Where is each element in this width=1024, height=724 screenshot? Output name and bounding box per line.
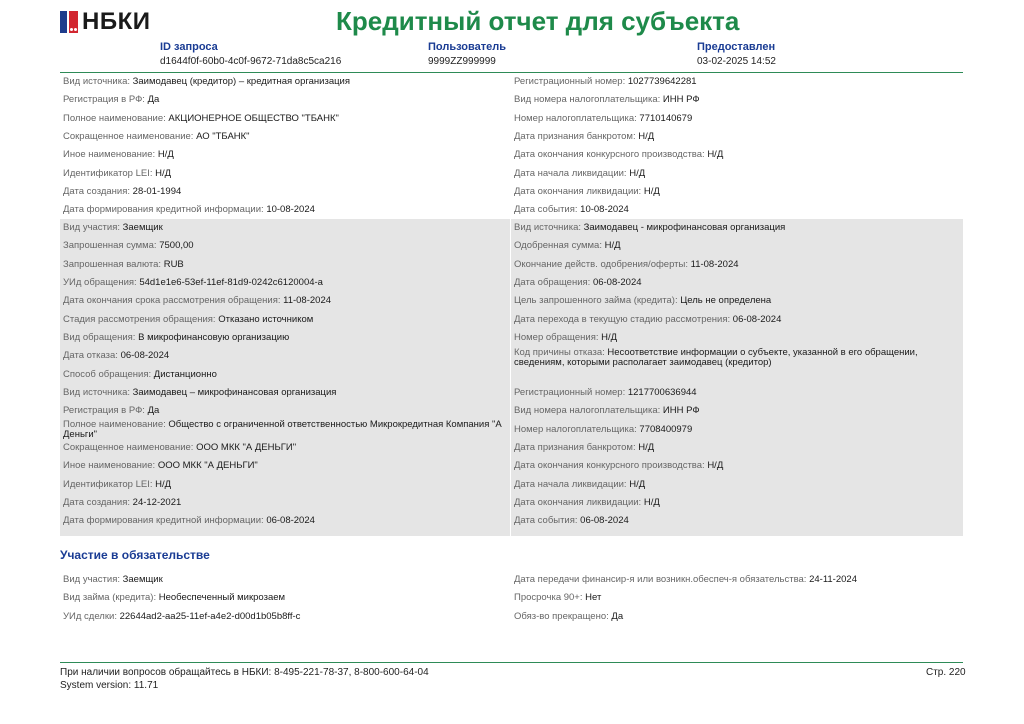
obligation-title: Участие в обязательстве: [60, 548, 210, 562]
field-value: Заемщик: [122, 222, 163, 234]
source1-left: [60, 73, 510, 219]
field-label: Полное наименование:: [63, 418, 166, 430]
field-label: Дата формирования кредитной информации:: [63, 204, 264, 216]
field-row: [60, 439, 510, 457]
field-label: Дата отказа:: [63, 350, 118, 362]
field-row: [511, 237, 963, 255]
field-value: ИНН РФ: [662, 405, 700, 417]
field-row: [60, 128, 510, 146]
field-label: Код причины отказа:: [514, 347, 605, 359]
source2-left: [60, 384, 511, 536]
obligation-right: [511, 571, 963, 626]
field-value: RUB: [163, 258, 184, 270]
field-value: Дистанционно: [153, 368, 217, 380]
field-label: УИд сделки:: [63, 610, 117, 622]
source2-right: [511, 384, 963, 530]
field-value: Необеспеченный микрозаем: [158, 592, 286, 604]
application-right: [511, 219, 963, 369]
field-row: [60, 418, 510, 440]
field-value: 11-08-2024: [283, 295, 332, 307]
field-label: Дата создания:: [63, 185, 131, 197]
field-value: Заимодавец – микрофинансовая организация: [132, 387, 337, 399]
field-label: Дата обращения:: [514, 277, 591, 289]
field-row: [60, 274, 510, 292]
field-value: ООО МКК "А ДЕНЬГИ": [157, 460, 258, 472]
field-label: Дата окончания срока рассмотрения обращения:: [63, 295, 281, 307]
field-label: Окончание действ. одобрения/оферты:: [514, 258, 688, 270]
field-value: 10-08-2024: [266, 204, 315, 216]
field-label: Запрошенная валюта:: [63, 258, 162, 270]
field-label: Дата перехода в текущую стадию рассмотрения:: [514, 313, 731, 325]
field-value: 10-08-2024: [580, 204, 629, 216]
field-row: [511, 589, 963, 607]
field-value: 1217700636944: [627, 387, 697, 399]
field-label: Вид источника:: [514, 222, 581, 234]
footer-divider: [60, 662, 963, 663]
field-value: 06-08-2024: [580, 515, 629, 527]
field-value: Общество с ограниченной ответственностью Микрокредитная Компания "А Деньги": [63, 418, 502, 440]
field-row: [60, 183, 510, 201]
field-label: Вид источника:: [63, 387, 130, 399]
field-row: [511, 274, 963, 292]
field-value: Н/Д: [604, 240, 621, 252]
field-value: 7500,00: [159, 240, 194, 252]
field-row: [60, 146, 510, 164]
field-label: Регистрационный номер:: [514, 387, 626, 399]
field-row: [60, 512, 510, 530]
source1-section: [60, 73, 963, 219]
field-row: [60, 347, 510, 365]
field-label: УИд обращения:: [63, 277, 137, 289]
field-label: Стадия рассмотрения обращения:: [63, 313, 216, 325]
request-id-label: ID запроса: [160, 41, 218, 53]
field-row: [511, 146, 963, 164]
field-value: Да: [147, 405, 160, 417]
field-row: [511, 164, 963, 182]
field-row: [511, 457, 963, 475]
field-value: Н/Д: [643, 496, 660, 508]
field-row: [60, 201, 510, 219]
field-label: Иное наименование:: [63, 149, 156, 161]
field-value: 06-08-2024: [732, 313, 782, 325]
field-value: 22644ad2-aa25-11ef-a4e2-d00d1b05b8ff-c: [119, 610, 301, 622]
field-label: Дата формирования кредитной информации:: [63, 515, 264, 527]
field-value: Цель не определена: [680, 295, 772, 307]
field-value: Отказано источником: [218, 313, 314, 325]
field-label: Регистрация в РФ:: [63, 405, 145, 417]
field-label: Сокращенное наименование:: [63, 131, 194, 143]
field-value: Да: [147, 94, 160, 106]
field-label: Вид участия:: [63, 574, 120, 586]
field-value: 28-01-1994: [132, 185, 182, 197]
field-row: [511, 384, 963, 402]
field-value: Да: [611, 610, 624, 622]
field-row: [60, 329, 510, 347]
field-row: [511, 256, 963, 274]
field-label: Запрошенная сумма:: [63, 240, 157, 252]
field-value: 06-08-2024: [120, 350, 170, 362]
field-row: [511, 475, 963, 493]
obligation-section: [60, 571, 963, 627]
field-value: Н/Д: [155, 478, 172, 490]
field-row: [511, 347, 963, 369]
field-label: Одобренная сумма:: [514, 240, 602, 252]
field-row: [60, 608, 510, 626]
field-label: Полное наименование:: [63, 112, 166, 124]
field-label: Номер обращения:: [514, 331, 599, 343]
field-label: Дата создания:: [63, 496, 131, 508]
footer-version: System version: 11.71: [60, 680, 159, 691]
field-value: ИНН РФ: [662, 94, 700, 106]
field-row: [511, 512, 963, 530]
request-id-value: d1644f0f-60b0-4c0f-9672-71da8c5ca216: [160, 56, 342, 67]
field-value: 7710140679: [639, 112, 693, 124]
field-row: [60, 475, 510, 493]
field-row: [60, 494, 510, 512]
field-row: [60, 219, 510, 237]
field-value: Н/Д: [629, 478, 646, 490]
field-value: Н/Д: [638, 442, 655, 454]
field-value: Нет: [585, 592, 602, 604]
field-row: [60, 164, 510, 182]
field-row: [60, 571, 510, 589]
source1-right: [511, 73, 963, 219]
field-value: Н/Д: [157, 149, 174, 161]
field-row: [511, 402, 963, 420]
nbki-logo-icon: [60, 11, 78, 33]
field-label: Дата окончания ликвидации:: [514, 185, 642, 197]
provided-value: 03-02-2025 14:52: [697, 56, 776, 67]
field-row: [60, 237, 510, 255]
field-value: 11-08-2024: [690, 258, 739, 270]
field-value: 24-11-2024: [809, 574, 857, 586]
field-label: Иное наименование:: [63, 460, 156, 472]
footer-page-number: Стр. 220: [926, 667, 966, 678]
field-row: [511, 292, 963, 310]
field-row: [511, 494, 963, 512]
field-label: Вид номера налогоплательщика:: [514, 94, 661, 106]
field-label: Цель запрошенного займа (кредита):: [514, 295, 678, 307]
field-label: Вид займа (кредита):: [63, 592, 157, 604]
logo-text: НБКИ: [82, 8, 151, 35]
field-label: Сокращенное наименование:: [63, 442, 194, 454]
nbki-logo: [60, 9, 150, 35]
field-value: Н/Д: [629, 167, 646, 179]
field-label: Дата окончания конкурсного производства:: [514, 149, 705, 161]
field-row: [511, 421, 963, 439]
field-row: [60, 292, 510, 310]
field-row: [511, 219, 963, 237]
field-value: Заимодавец (кредитор) – кредитная организация: [132, 76, 350, 88]
field-row: [60, 589, 510, 607]
field-value: Н/Д: [155, 167, 172, 179]
field-value: 24-12-2021: [132, 496, 182, 508]
obligation-left: [60, 571, 510, 626]
field-row: [511, 310, 963, 328]
field-row: [60, 73, 510, 91]
field-row: [60, 256, 510, 274]
field-label: Дата передачи финансир-я или возникн.обеспеч-я обязательства:: [514, 574, 807, 586]
field-value: 54d1e1e6-53ef-11ef-81d9-0242c6120004-a: [139, 277, 323, 289]
field-row: [511, 201, 963, 219]
field-value: Несоответствие информации о субъекте, указанной в его обращении, сведениям, которыми располагает заимодавец (кредитор): [514, 347, 918, 369]
field-value: 7708400979: [639, 423, 693, 435]
field-value: Заемщик: [122, 574, 163, 586]
field-label: Дата события:: [514, 515, 578, 527]
field-label: Регистрационный номер:: [514, 76, 626, 88]
field-row: [60, 310, 510, 328]
field-label: Номер налогоплательщика:: [514, 423, 637, 435]
field-label: Регистрация в РФ:: [63, 94, 145, 106]
application-left: [60, 219, 511, 384]
field-label: Дата начала ликвидации:: [514, 167, 627, 179]
field-value: Н/Д: [638, 131, 655, 143]
field-row: [60, 384, 510, 402]
field-value: АКЦИОНЕРНОЕ ОБЩЕСТВО "ТБАНК": [168, 112, 339, 124]
field-row: [511, 571, 963, 589]
field-row: [60, 110, 510, 128]
field-row: [511, 608, 963, 626]
field-label: Дата начала ликвидации:: [514, 478, 627, 490]
field-row: [511, 183, 963, 201]
field-label: Вид участия:: [63, 222, 120, 234]
field-label: Идентификатор LEI:: [63, 167, 153, 179]
field-row: [511, 128, 963, 146]
field-value: Н/Д: [707, 460, 724, 472]
field-value: ООО МКК "А ДЕНЬГИ": [196, 442, 297, 454]
field-label: Просрочка 90+:: [514, 592, 583, 604]
field-label: Вид номера налогоплательщика:: [514, 405, 661, 417]
field-label: Дата признания банкротом:: [514, 442, 636, 454]
field-value: 1027739642281: [627, 76, 697, 88]
field-value: 06-08-2024: [592, 277, 642, 289]
field-label: Дата события:: [514, 204, 578, 216]
field-label: Способ обращения:: [63, 368, 152, 380]
field-label: Вид источника:: [63, 76, 130, 88]
field-label: Дата окончания ликвидации:: [514, 496, 642, 508]
user-value: 9999ZZ999999: [428, 56, 496, 67]
application-section: [60, 219, 963, 384]
field-label: Дата признания банкротом:: [514, 131, 636, 143]
field-row: [511, 439, 963, 457]
field-label: Идентификатор LEI:: [63, 478, 153, 490]
user-label: Пользователь: [428, 41, 507, 53]
footer-contact: При наличии вопросов обращайтесь в НБКИ: 8-495-221-78-37, 8-800-600-64-04: [60, 667, 429, 678]
page-title: Кредитный отчет для субъекта: [336, 6, 740, 36]
field-label: Дата окончания конкурсного производства:: [514, 460, 705, 472]
field-row: [60, 457, 510, 475]
field-row: [511, 73, 963, 91]
field-row: [511, 91, 963, 109]
field-value: 06-08-2024: [266, 515, 315, 527]
field-label: Номер налогоплательщика:: [514, 112, 637, 124]
field-row: [511, 110, 963, 128]
field-label: Вид обращения:: [63, 331, 136, 343]
field-value: Заимодавец - микрофинансовая организация: [583, 222, 786, 234]
field-value: В микрофинансовую организацию: [138, 331, 290, 343]
field-label: Обяз-во прекращено:: [514, 610, 609, 622]
field-value: АО "ТБАНК": [196, 131, 250, 143]
field-value: Н/Д: [643, 185, 660, 197]
provided-label: Предоставлен: [697, 41, 776, 53]
field-row: [511, 329, 963, 347]
source2-section: [60, 384, 963, 536]
field-row: [60, 91, 510, 109]
field-value: Н/Д: [707, 149, 724, 161]
field-value: Н/Д: [601, 331, 618, 343]
field-row: [60, 365, 510, 383]
